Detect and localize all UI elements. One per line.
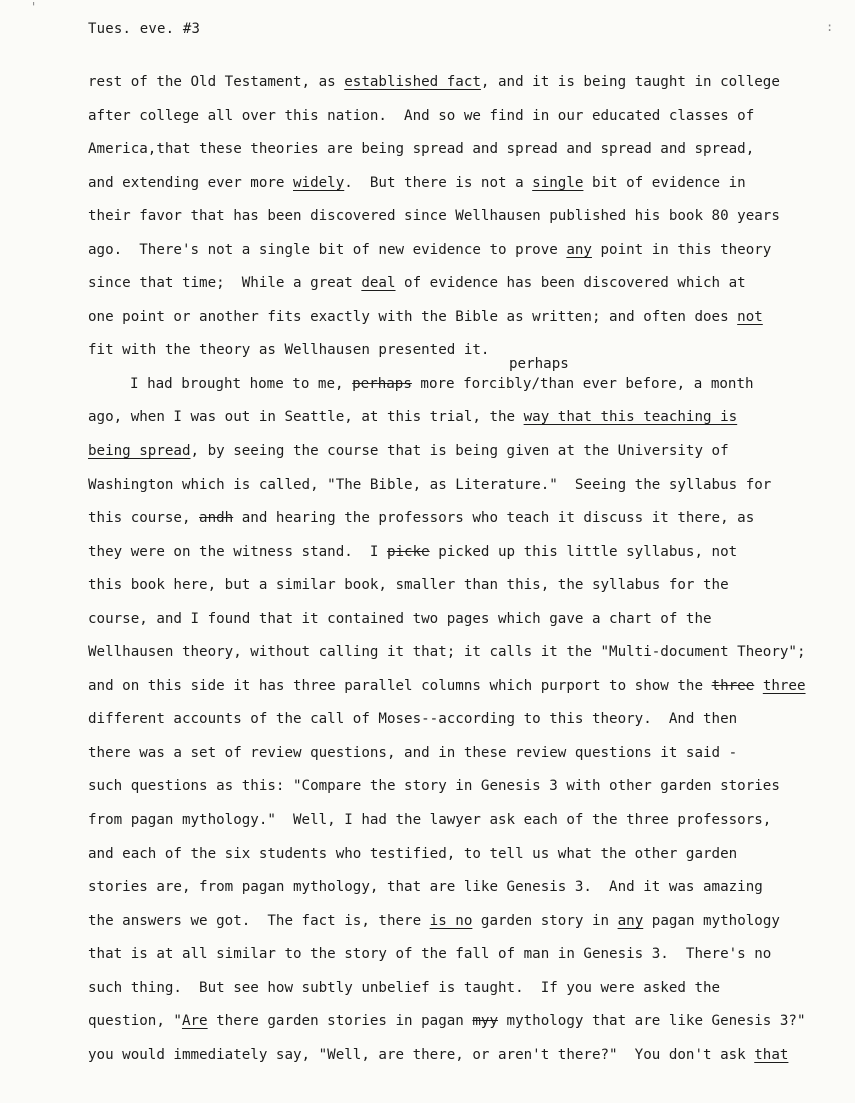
text-line [88,976,788,1010]
text-segment: and on this side it has three parallel columns which purport to show the [88,677,712,694]
text-line [88,104,788,138]
text-segment: ago. There's not a single bit of new evidence to prove [88,241,567,258]
underlined-text: any [566,241,592,258]
struck-text: picke [386,543,430,560]
text-line [88,473,788,507]
page-body [88,70,806,1076]
text-line [88,707,788,741]
text-line [88,338,788,372]
text-segment: picked up this little syllabus, not [429,543,738,560]
underlined-text: way that this teaching is [523,409,738,426]
text-segment: from pagan mythology." Well, I had the lawyer ask each of the three professors, [88,812,772,829]
underlined-text: being spread [88,443,191,460]
text-segment: pagan mythology [643,912,780,929]
text-segment: , by seeing the course that is being given at the University of [190,443,729,460]
text-line [88,405,788,439]
margin-mark: : [826,20,834,34]
text-segment: one point or another fits exactly with the Bible as written; and often does [88,308,738,325]
text-segment: and each of the six students who testified, to tell us what the other garden [88,845,738,862]
underlined-text: any [617,912,644,929]
text-segment: fit with the theory as Wellhausen presented it. [88,342,490,359]
page-header: Tues. eve. #3 [88,21,201,37]
text-segment: . But there is not a [344,174,533,191]
text-segment: different accounts of the call of Moses--according to this theory. And then [88,711,738,728]
struck-text: myy [472,1013,499,1030]
text-line [88,875,788,909]
text-line [88,439,788,473]
text-line [88,1009,806,1043]
struck-text: andh [199,510,234,527]
underlined-text: established fact [344,74,481,90]
text-segment: of evidence has been discovered which at [395,275,746,292]
text-line [88,741,788,775]
text-segment: such thing. But see how subtly unbelief is taught. If you were asked the [88,979,721,996]
text-segment: Wellhausen theory, without calling it that; it calls it the "Multi-document Theory"; [88,644,806,661]
text-line [88,942,788,976]
text-segment: since that time; While a great [88,275,362,292]
text-line [88,171,788,205]
text-segment: there was a set of review questions, and in these review questions it said - [88,744,738,761]
text-segment: ago, when I was out in Seattle, at this trial, the [88,409,524,426]
text-segment: America,that these theories are being spread and spread and spread and spread, [88,141,755,158]
text-line [88,305,788,339]
text-segment: point in this theory [591,241,772,258]
text-segment: they were on the witness stand. I [88,543,387,560]
text-segment: stories are, from pagan mythology, that are like Genesis 3. And it was amazing [88,879,763,896]
text-segment: this course, [88,510,200,527]
text-segment: there garden stories in pagan [207,1013,473,1030]
text-line [88,271,788,305]
underlined-text: is no [429,912,473,929]
text-segment: their favor that has been discovered since Wellhausen published his book 80 years [88,208,780,225]
text-segment [754,678,763,694]
text-line [88,607,788,641]
text-line [88,774,788,808]
text-line [88,640,806,674]
handwritten-insertion: perhaps [509,356,569,372]
text-line [88,70,788,104]
text-segment: question, " [88,1013,182,1030]
text-segment: the answers we got. The fact is, there [88,912,430,929]
text-segment: mythology that are like Genesis 3?" [498,1013,806,1030]
text-line [88,1043,788,1077]
text-line [88,573,788,607]
text-segment: course, and I found that it contained two pages which gave a chart of the [88,610,712,627]
text-line [88,540,788,574]
text-line [88,808,788,842]
underlined-text: three [762,677,806,694]
text-segment: and extending ever more [88,174,293,191]
text-line [88,372,788,406]
text-line [88,137,788,171]
text-line [88,842,788,876]
underlined-text: Are [181,1013,208,1030]
text-segment: more forcibly/than ever before, a month [411,375,754,392]
text-line [88,238,788,272]
text-segment: Washington which is called, "The Bible, as Literature." Seeing the syllabus for [88,476,772,493]
text-line [88,506,788,540]
underlined-text: single [532,174,584,191]
struck-text: perhaps [352,375,412,392]
text-segment: this book here, but a similar book, smaller than this, the syllabus for the [88,577,729,594]
text-segment: and hearing the professors who teach it discuss it there, as [233,510,755,527]
text-segment: that is at all similar to the story of the fall of man in Genesis 3. There's no [88,946,772,963]
text-segment: garden story in [472,912,618,929]
text-segment: , and it is being taught in college [480,74,780,90]
underlined-text: widely [293,174,345,191]
underlined-text: that [754,1046,789,1063]
text-line [88,674,806,708]
text-line [88,204,788,238]
text-segment: after college all over this nation. And so we find in our educated classes of [88,107,755,124]
text-segment: bit of evidence in [583,174,746,191]
text-segment: such questions as this: "Compare the story in Genesis 3 with other garden stories [88,778,780,795]
underlined-text: not [737,308,763,325]
struck-text: three [711,677,755,694]
text-line [88,909,788,943]
text-segment: rest of the Old Testament, as [88,74,345,90]
underlined-text: deal [361,275,396,292]
text-segment: I had brought home to me, [130,375,353,392]
margin-mark: ' [30,0,38,14]
text-segment: you would immediately say, "Well, are there, or aren't there?" You don't ask [88,1046,755,1063]
